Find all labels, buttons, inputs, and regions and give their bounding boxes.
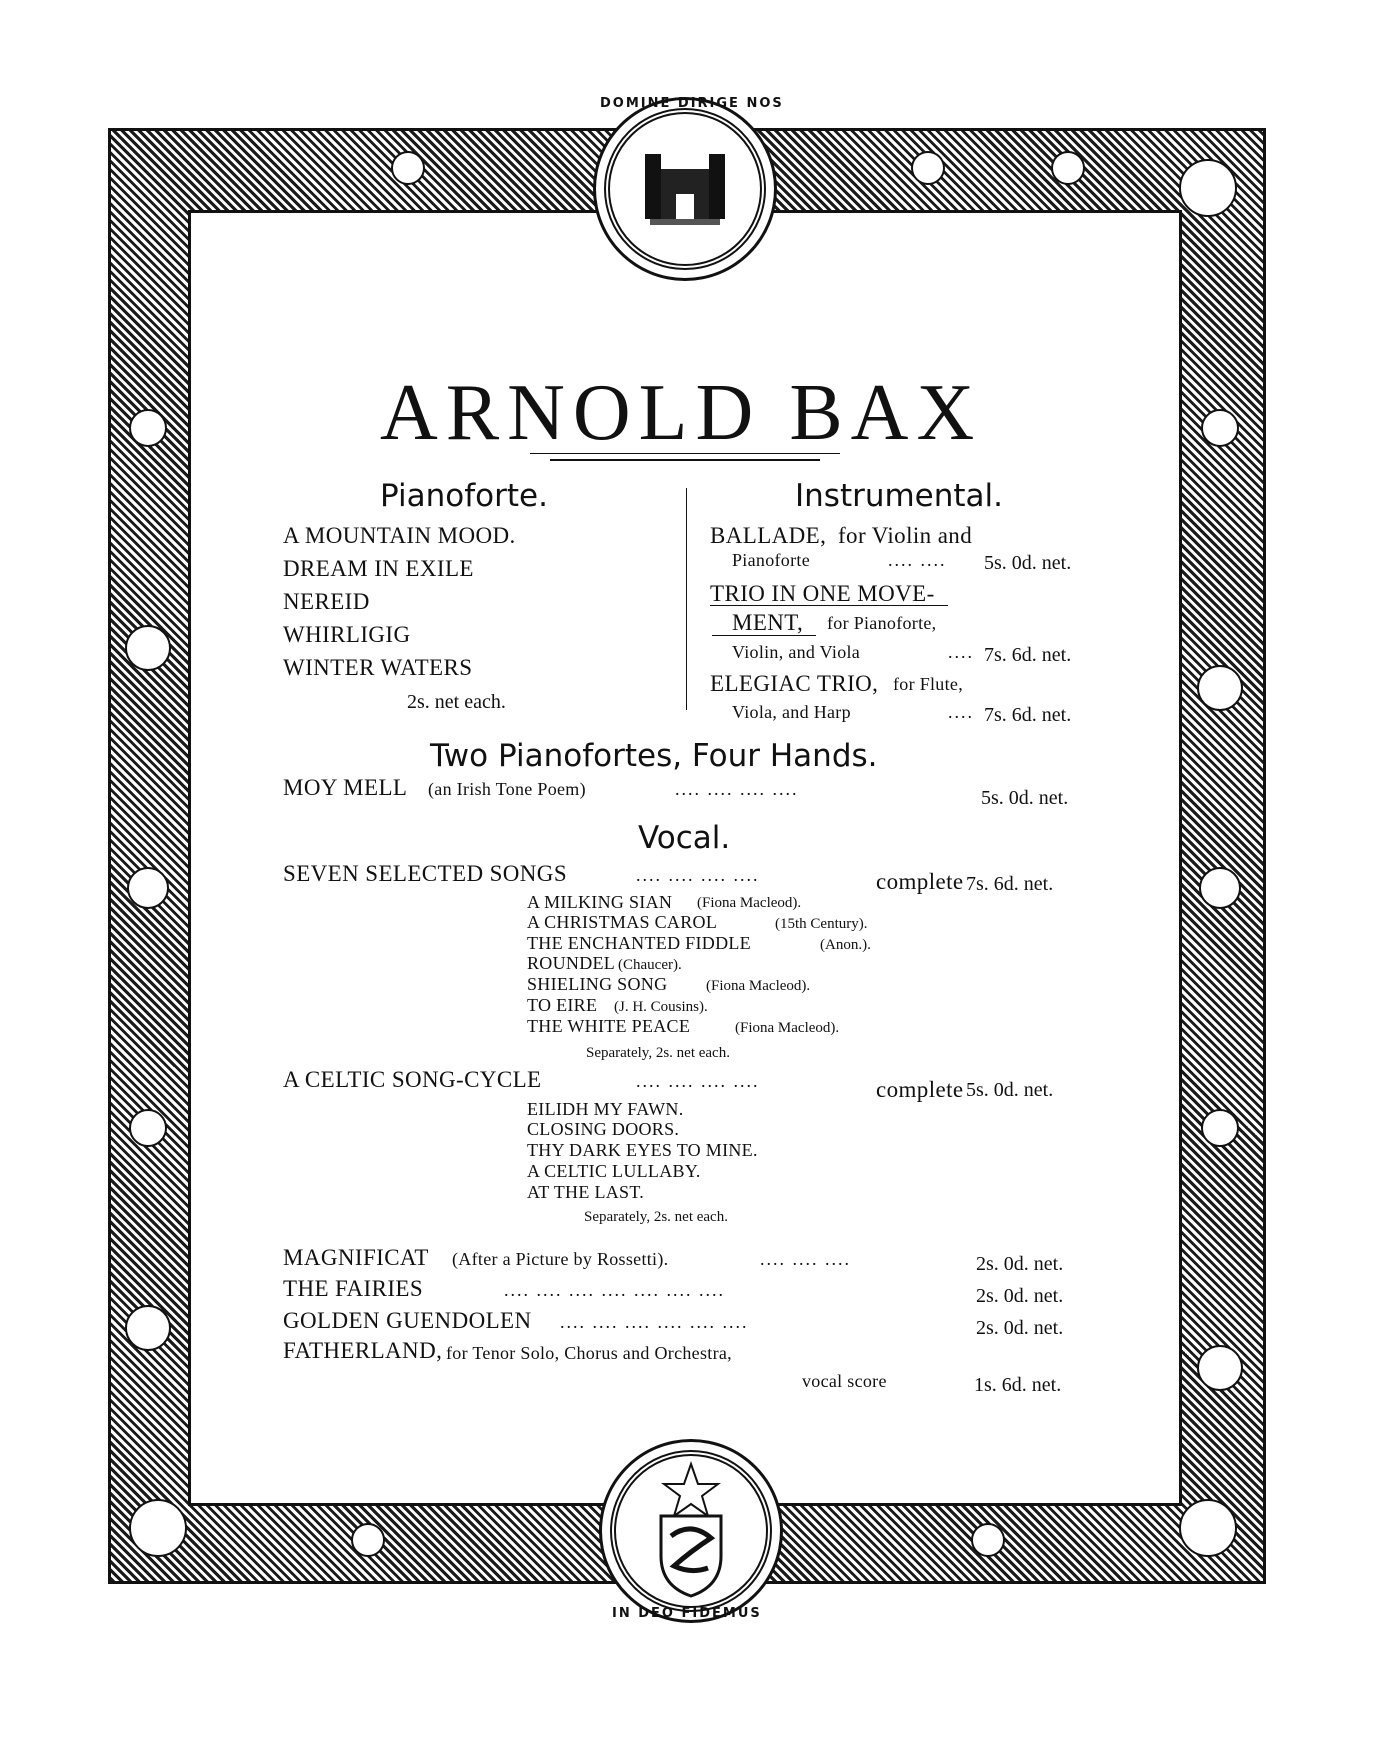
celtic-song: A CELTIC LULLABY. [527, 1161, 701, 1181]
castle-icon [610, 114, 760, 264]
seven-songs-complete: complete [876, 869, 964, 894]
song-author: (Fiona Macleod). [697, 895, 802, 911]
fatherland-title: FATHERLAND, [283, 1338, 443, 1363]
moy-mell-title: MOY MELL [283, 775, 408, 800]
vocal-heading: Vocal. [638, 820, 731, 856]
trio-title-line1: TRIO IN ONE MOVE- [710, 581, 935, 606]
elegiac-desc2: Viola, and Harp [732, 702, 851, 722]
seven-songs-dots: .... .... .... .... [636, 865, 760, 885]
magnificat-price: 2s. 0d. net. [976, 1253, 1064, 1275]
song-title: A MILKING SIAN [527, 892, 673, 912]
pianoforte-item: DREAM IN EXILE [283, 556, 474, 581]
elegiac-price: 7s. 6d. net. [984, 704, 1072, 726]
trio-underline [710, 605, 948, 606]
top-seal-motto: DOMINE DIRIGE NOS [600, 96, 784, 111]
pianoforte-item: A MOUNTAIN MOOD. [283, 523, 516, 548]
moy-mell-price: 5s. 0d. net. [981, 787, 1069, 809]
elegiac-desc: for Flute, [893, 674, 963, 694]
title-rule [550, 459, 820, 461]
celtic-song: THY DARK EYES TO MINE. [527, 1140, 758, 1160]
song-author: (J. H. Cousins). [614, 999, 708, 1015]
pianoforte-price: 2s. net each. [407, 691, 506, 713]
trio-dots: .... [948, 642, 974, 662]
song-title: THE ENCHANTED FIDDLE [527, 933, 751, 953]
top-seal [604, 108, 766, 270]
two-pianofortes-heading: Two Pianofortes, Four Hands. [430, 738, 878, 774]
guendolen-title: GOLDEN GUENDOLEN [283, 1308, 532, 1333]
magnificat-desc: (After a Picture by Rossetti). [452, 1249, 669, 1269]
pianoforte-item: NEREID [283, 589, 370, 614]
celtic-cycle-title: A CELTIC SONG-CYCLE [283, 1067, 542, 1092]
celtic-cycle-complete: complete [876, 1077, 964, 1102]
ballade-dots: .... .... [888, 550, 947, 570]
elegiac-dots: .... [948, 702, 974, 722]
ballade-title: BALLADE, [710, 523, 827, 548]
song-author: (Fiona Macleod). [735, 1020, 840, 1036]
seven-songs-title: SEVEN SELECTED SONGS [283, 861, 568, 886]
fatherland-price: 1s. 6d. net. [974, 1374, 1062, 1396]
fatherland-score: vocal score [802, 1371, 887, 1391]
song-author: (Chaucer). [618, 957, 682, 973]
song-title: A CHRISTMAS CAROL [527, 912, 718, 932]
song-author: (15th Century). [775, 916, 868, 932]
seven-songs-price: 7s. 6d. net. [966, 873, 1054, 895]
bottom-seal-motto: IN DEO FIDEMUS [612, 1606, 762, 1621]
celtic-cycle-dots: .... .... .... .... [636, 1071, 760, 1091]
trio-title-line2: MENT, [732, 610, 804, 635]
magnificat-dots: .... .... .... [760, 1249, 851, 1269]
instrumental-heading: Instrumental. [795, 478, 1004, 514]
seven-songs-separately: Separately, 2s. net each. [586, 1045, 730, 1061]
celtic-cycle-price: 5s. 0d. net. [966, 1079, 1054, 1101]
song-title: ROUNDEL [527, 953, 616, 973]
trio-underline [712, 635, 816, 636]
pianoforte-item: WHIRLIGIG [283, 622, 411, 647]
ballade-price: 5s. 0d. net. [984, 552, 1072, 574]
moy-mell-dots: .... .... .... .... [675, 779, 799, 799]
guendolen-dots: .... .... .... .... .... .... [560, 1312, 749, 1332]
ballade-desc: for Violin and [838, 523, 973, 548]
fairies-title: THE FAIRIES [283, 1276, 424, 1301]
song-title: SHIELING SONG [527, 974, 668, 994]
dragon-shield-icon [616, 1456, 766, 1606]
song-title: TO EIRE [527, 995, 598, 1015]
celtic-song: EILIDH MY FAWN. [527, 1099, 684, 1119]
celtic-cycle-separately: Separately, 2s. net each. [584, 1209, 728, 1225]
pianoforte-heading: Pianoforte. [380, 478, 548, 514]
pianoforte-item: WINTER WATERS [283, 655, 473, 680]
fatherland-desc: for Tenor Solo, Chorus and Orchestra, [446, 1343, 732, 1363]
trio-desc: for Pianoforte, [827, 613, 937, 633]
fairies-dots: .... .... .... .... .... .... .... [504, 1280, 725, 1300]
celtic-song: AT THE LAST. [527, 1182, 645, 1202]
page-title: ARNOLD BAX [380, 369, 983, 457]
song-author: (Anon.). [820, 937, 871, 953]
elegiac-title: ELEGIAC TRIO, [710, 671, 879, 696]
fairies-price: 2s. 0d. net. [976, 1285, 1064, 1307]
guendolen-price: 2s. 0d. net. [976, 1317, 1064, 1339]
column-divider [686, 488, 687, 710]
trio-desc2: Violin, and Viola [732, 642, 861, 662]
celtic-song: CLOSING DOORS. [527, 1119, 680, 1139]
title-rule [530, 453, 840, 454]
trio-price: 7s. 6d. net. [984, 644, 1072, 666]
magnificat-title: MAGNIFICAT [283, 1245, 429, 1270]
song-title: THE WHITE PEACE [527, 1016, 691, 1036]
bottom-seal [610, 1450, 772, 1612]
ballade-desc2: Pianoforte [732, 550, 810, 570]
moy-mell-desc: (an Irish Tone Poem) [428, 779, 586, 799]
song-author: (Fiona Macleod). [706, 978, 811, 994]
